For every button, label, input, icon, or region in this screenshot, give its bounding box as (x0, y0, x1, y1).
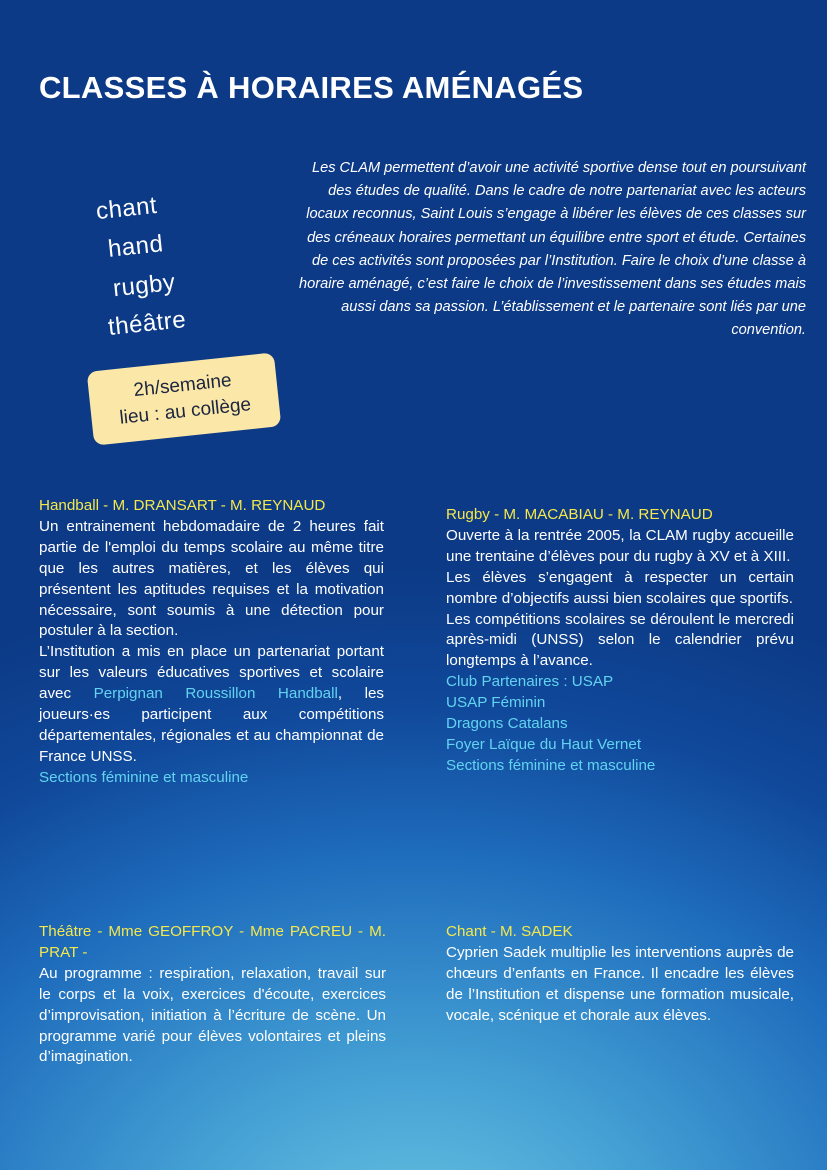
rugby-heading: Rugby - M. MACABIAU - M. REYNAUD (446, 506, 713, 523)
partner-link-perpignan-handball[interactable]: Perpignan Roussillon Handball (93, 685, 338, 703)
handball-section (39, 496, 384, 789)
activity-rugby: rugby (111, 268, 177, 303)
chant-heading: Chant - M. SADEK (446, 923, 573, 940)
rugby-sections: Sections féminine et masculine (446, 756, 656, 774)
handball-paragraph-2 (39, 642, 384, 767)
theatre-body (39, 964, 386, 1069)
schedule-badge (87, 352, 282, 445)
rugby-body (446, 526, 794, 777)
theatre-section (39, 922, 386, 1068)
activity-hand: hand (106, 230, 165, 263)
handball-heading: Handball - M. DRANSART - M. REYNAUD (39, 497, 326, 514)
chant-section (446, 922, 794, 1027)
rugby-partner-usap-feminin: USAP Féminin (446, 694, 546, 712)
rugby-paragraph-2: Les élèves s’engagent à respecter un certain nombre d’objectifs aussi bien scolaires que sportifs. (446, 568, 794, 607)
intro-paragraph: Les CLAM permettent d’avoir une activité sportive dense tout en poursuivant des études de qualité. Dans le cadre de notre partenariat avec les acteurs locaux reconnus, Saint Louis s’engage à libérer les élèves de ces classes sur des créneaux horaires permettant un équilibre entre sport et étude. Certaines de ces activités sont proposées par l’Institution. Faire le choix d’une classe à horaire aménagé, c’est faire le choix de l’investissement dans ses études mais aussi dans sa passion. L’établissement et le partenaire sont liés par une convention. (299, 160, 806, 339)
handball-body (39, 517, 384, 789)
handball-partnership-text: L’Institution a mis en place un partenariat portant sur les valeurs éducatives sportives et scolaire avec (39, 643, 384, 703)
rugby-section (446, 505, 794, 777)
rugby-paragraph-3: Les compétitions scolaires se déroulent le mercredi après-midi (UNSS) selon le calendrier prévu longtemps à l’avance. (446, 610, 794, 670)
activity-theatre: théâtre (106, 305, 188, 342)
rugby-paragraph-1: Ouverte à la rentrée 2005, la CLAM rugby accueille une trentaine d’élèves pour du rugby à XV et à XIII. (446, 526, 794, 565)
theatre-heading: Théâtre - Mme GEOFFROY - Mme PACREU - M. PRAT - (39, 923, 386, 961)
rugby-partner-foyer-laique: Foyer Laïque du Haut Vernet (446, 735, 642, 753)
theatre-paragraph: Au programme : respiration, relaxation, travail sur le corps et la voix, exercices d'écoute, exercices d’improvisation, initiation à l’écriture de scène. Un programme varié pour élèves volontaires et pleins d’imagination. (39, 964, 386, 1066)
rugby-partner-dragons-catalans: Dragons Catalans (446, 715, 568, 733)
page-title: CLASSES À HORAIRES AMÉNAGÉS (39, 70, 584, 105)
handball-paragraph-1: Un entrainement hebdomadaire de 2 heures fait partie de l'emploi du temps scolaire au même titre que les autres matières, et les élèves qui présentent les aptitudes requises et la motivation nécessaire, sont soumis à une détection pour postuler à la section. (39, 517, 384, 640)
handball-sections: Sections féminine et masculine (39, 768, 249, 786)
rugby-partner-club: Club Partenaires : USAP (446, 673, 614, 691)
chant-body (446, 943, 794, 1027)
handball-competition-text: , les joueurs·es participent aux compétitions départementales, régionales et au championnat de France UNSS. (39, 685, 384, 765)
badge-location: lieu : au collège (118, 394, 253, 429)
activity-chant: chant (94, 191, 159, 226)
badge-hours: 2h/semaine (132, 369, 233, 402)
chant-paragraph: Cyprien Sadek multiplie les interventions auprès de chœurs d’enfants en France. Il encadre les élèves de l’Institution et dispense une formation musicale, vocale, scénique et chorale aux élèves. (446, 943, 794, 1024)
